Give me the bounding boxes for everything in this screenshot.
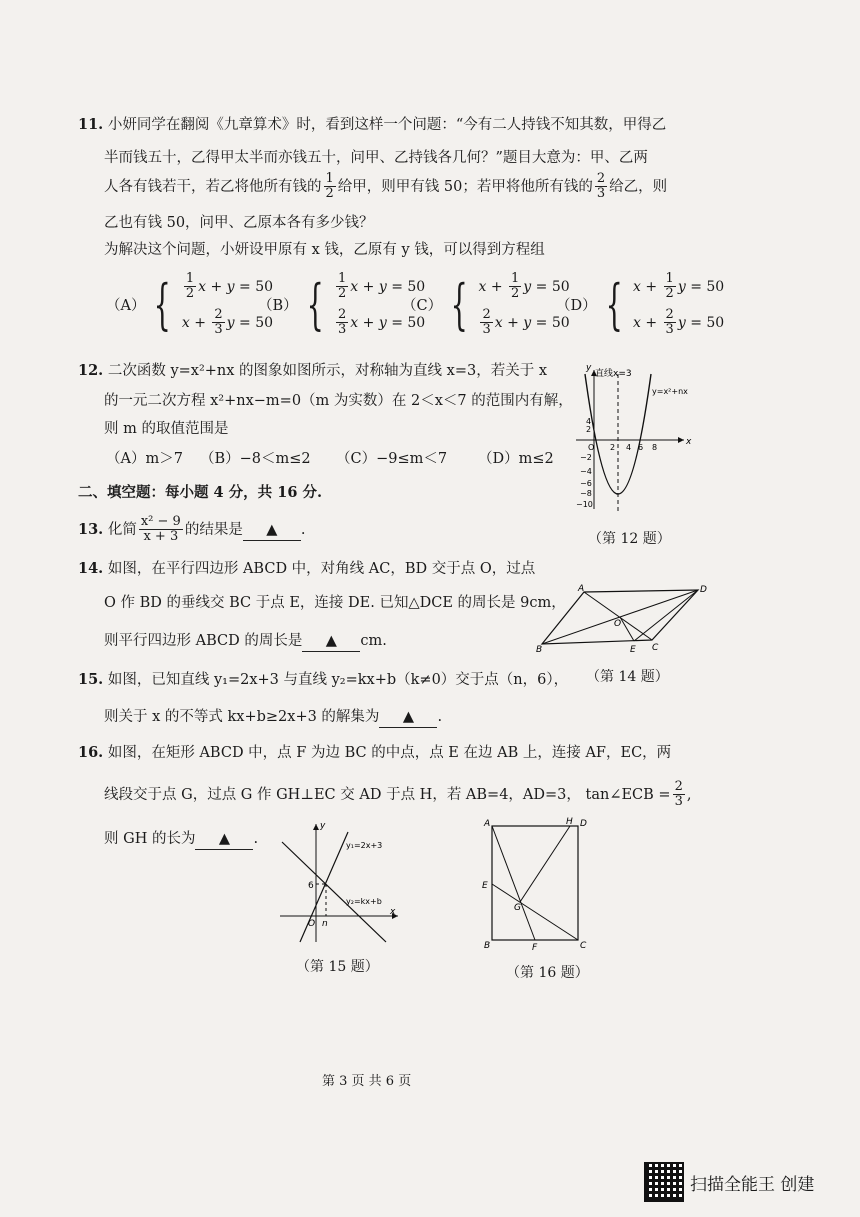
svg-text:C: C xyxy=(580,941,587,951)
q11-line4: 乙也有钱 50，问甲、乙原本各有多少钱？ xyxy=(104,215,374,231)
svg-text:6: 6 xyxy=(638,443,644,452)
q12-caption: （第 12 题） xyxy=(588,531,671,547)
svg-text:4: 4 xyxy=(626,443,632,452)
svg-text:O: O xyxy=(308,919,316,929)
q11-option-c[interactable]: （C） { x + $\frac{1}{2}$ y = 50 $\frac{2}{3}$ x + y = 50 xyxy=(402,271,570,337)
qr-code-icon xyxy=(644,1162,684,1202)
q13-answer-blank[interactable]: ▲ xyxy=(243,521,301,541)
fraction-two-thirds: $\frac{2}{3}$ xyxy=(596,171,606,202)
q12-option-b[interactable]: （B）−8＜m≤2 xyxy=(200,451,311,467)
q15-lines-figure xyxy=(276,818,406,948)
q11-option-b[interactable]: （B） { $\frac{1}{2}$ x + y = 50 $\frac{2}{3}$ x + y = 50 xyxy=(258,271,426,337)
q15-caption: （第 15 题） xyxy=(296,959,379,975)
q11-line2: 半而钱五十，乙得甲太半而亦钱五十，问甲、乙持钱各几何？”题目大意为：甲、乙两 xyxy=(104,150,648,166)
svg-text:D: D xyxy=(700,585,707,595)
q16-tan-fraction: $\frac{2}{3}$ xyxy=(674,779,683,810)
q16-caption: （第 16 题） xyxy=(506,965,589,981)
q11-option-a[interactable]: （A） { $\frac{1}{2}$ x + y = 50 x + $\frac{2}{3}$ y = 50 xyxy=(106,271,274,337)
q12-parabola-figure xyxy=(566,364,696,514)
page-number: 第 3 页 共 6 页 xyxy=(322,1074,412,1089)
svg-text:O: O xyxy=(588,443,595,452)
q11-line3: 人各有钱若干，若乙将他所有钱的 $\frac{1}{2}$ 给甲，则甲有钱 50；若甲将他所有钱的 $\frac{2}{3}$ 给乙，则 xyxy=(104,171,668,202)
svg-text:x: x xyxy=(390,907,396,917)
q13: 13. 化简 $\frac{\text{x² − 9}}{x + 3}$ 的结果是 ▲ . xyxy=(78,514,306,545)
scanner-watermark: 扫描全能王 创建 xyxy=(644,1162,814,1202)
svg-text:E: E xyxy=(630,645,636,654)
svg-text:−4: −4 xyxy=(580,467,592,476)
q15-answer-blank[interactable]: ▲ xyxy=(379,708,437,728)
svg-text:H: H xyxy=(566,817,573,827)
q14-caption: （第 14 题） xyxy=(586,669,669,685)
q15-line2: 则关于 x 的不等式 kx+b≥2x+3 的解集为 ▲ . xyxy=(104,708,442,728)
svg-text:B: B xyxy=(536,645,543,654)
svg-text:n: n xyxy=(322,919,328,929)
svg-text:y: y xyxy=(320,821,326,831)
fig12-curve-label: y=x²+nx xyxy=(652,387,688,396)
q12-line3: 则 m 的取值范围是 xyxy=(104,421,229,437)
q12-line1: 12. 二次函数 y=x²+nx 的图象如图所示，对称轴为直线 x=3，若关于 x xyxy=(78,362,548,379)
svg-text:−10: −10 xyxy=(576,500,593,509)
q14-line1: 14. 如图，在平行四边形 ABCD 中，对角线 AC，BD 交于点 O，过点 xyxy=(78,560,536,577)
fig15-y2-label: y₂=kx+b xyxy=(346,897,382,906)
svg-text:x: x xyxy=(686,437,692,447)
q14-line3: 则平行四边形 ABCD 的周长是 ▲ cm. xyxy=(104,632,387,652)
q14-parallelogram-figure xyxy=(534,582,714,654)
q11-option-d[interactable]: （D） { x + $\frac{1}{2}$ y = 50 x + $\frac{2}{3}$ y = 50 xyxy=(556,271,725,337)
svg-text:A: A xyxy=(484,819,491,829)
svg-text:8: 8 xyxy=(652,443,658,452)
svg-text:G: G xyxy=(514,903,521,913)
svg-text:−8: −8 xyxy=(580,489,592,498)
section-2-heading: 二、填空题：每小题 4 分，共 16 分. xyxy=(78,484,323,501)
q12-option-c[interactable]: （C）−9≤m＜7 xyxy=(336,451,448,467)
fig15-y1-label: y₁=2x+3 xyxy=(346,841,383,850)
q15-line1: 15. 如图，已知直线 y₁=2x+3 与直线 y₂=kx+b（k≠0）交于点（n，6）， xyxy=(78,671,569,688)
svg-text:A: A xyxy=(578,584,585,594)
fig12-axis-label: 直线x=3 xyxy=(595,369,632,379)
q16-line2: 线段交于点 G，过点 G 作 GH⊥EC 交 AD 于点 H，若 AB=4，AD=3， tan∠ECB = $\frac{2}{3}$ , xyxy=(104,779,692,810)
q16-line1: 16. 如图，在矩形 ABCD 中，点 F 为边 BC 的中点，点 E 在边 AB 上，连接 AF，EC，两 xyxy=(78,744,672,761)
q14-line2: O 作 BD 的垂线交 BC 于点 E，连接 DE. 已知△DCE 的周长是 9cm， xyxy=(104,595,566,611)
q13-fraction: $\frac{\text{x² − 9}}{x + 3}$ xyxy=(140,514,181,545)
svg-text:−2: −2 xyxy=(580,453,592,462)
q12-line2: 的一元二次方程 x²+nx−m=0（m 为实数）在 2＜x＜7 的范围内有解， xyxy=(104,393,573,409)
svg-text:E: E xyxy=(482,881,488,891)
q11-line1: 11. 小妍同学在翻阅《九章算术》时，看到这样一个问题：“今有二人持钱不知其数，甲得乙 xyxy=(78,116,667,133)
svg-text:C: C xyxy=(652,643,659,653)
svg-text:2: 2 xyxy=(586,425,592,434)
svg-text:F: F xyxy=(532,943,538,953)
q12-option-a[interactable]: （A）m＞7 xyxy=(106,451,183,467)
q16-line3: 则 GH 的长为 ▲ . xyxy=(104,830,258,850)
svg-text:2: 2 xyxy=(610,443,616,452)
svg-text:O: O xyxy=(614,619,622,629)
svg-text:y: y xyxy=(586,364,592,373)
fraction-one-half: $\frac{1}{2}$ xyxy=(325,171,334,202)
q16-answer-blank[interactable]: ▲ xyxy=(195,830,253,850)
svg-text:−6: −6 xyxy=(580,479,592,488)
q16-rectangle-figure xyxy=(480,814,600,956)
svg-text:D: D xyxy=(580,819,587,829)
svg-text:B: B xyxy=(484,941,491,951)
svg-text:4: 4 xyxy=(586,417,592,426)
q14-answer-blank[interactable]: ▲ xyxy=(302,632,360,652)
svg-text:6: 6 xyxy=(308,881,314,891)
q12-option-d[interactable]: （D）m≤2 xyxy=(478,451,554,467)
q11-line5: 为解决这个问题，小妍设甲原有 x 钱，乙原有 y 钱，可以得到方程组 xyxy=(104,242,545,258)
